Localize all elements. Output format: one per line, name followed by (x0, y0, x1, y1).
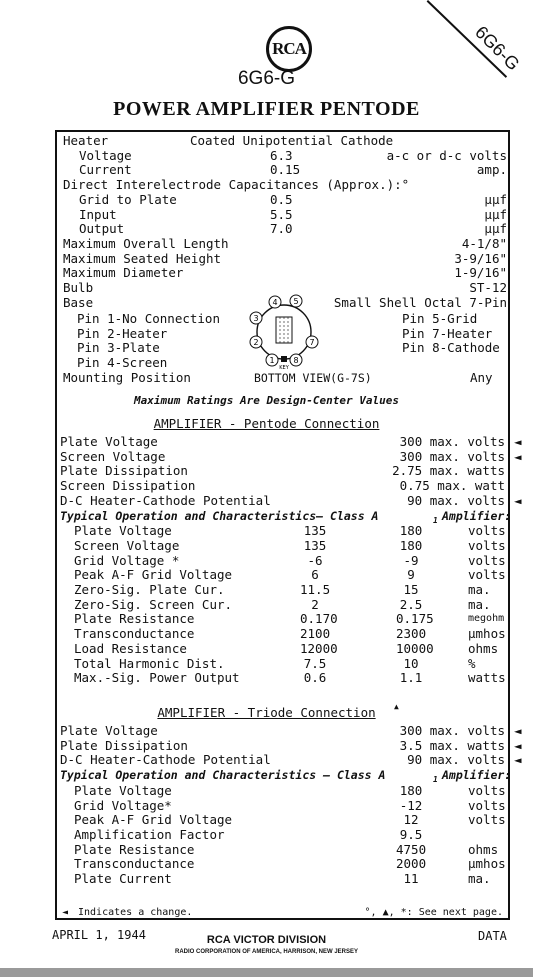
svg-text:2: 2 (253, 338, 259, 347)
typical-col-b: 9.5 (399, 826, 423, 842)
pin-left: Pin 3-Plate (77, 340, 160, 356)
spec-unit: μμf (484, 221, 507, 237)
typical-unit: ma. (468, 871, 491, 886)
spec-label: Base (63, 294, 94, 310)
typical-unit: ohms (468, 841, 499, 857)
change-arrow: ◄ (514, 492, 522, 508)
typical-col-b: 180 (399, 523, 423, 539)
triode-mark: ▲ (394, 702, 399, 711)
typical-unit: ma. (468, 596, 491, 612)
svg-text:1: 1 (269, 356, 275, 365)
typical-col-b: 15 (403, 582, 419, 597)
spec-label: Bulb (63, 280, 94, 295)
rca-logo: RCA (266, 26, 312, 72)
typical-unit: megohm (468, 613, 505, 625)
spec-label: Input (79, 206, 117, 222)
typical-unit: volts (468, 552, 506, 568)
typical-heading: Typical Operation and Characteristics— Class A (60, 508, 379, 523)
typical-unit: volts (468, 537, 506, 553)
typical-col-b: 4750 (396, 841, 427, 857)
typical-col-a: 0.6 (303, 670, 327, 686)
spec-label: Maximum Seated Height (63, 250, 222, 266)
change-arrow: ◄ (514, 434, 522, 449)
data-label: DATA (478, 929, 507, 943)
typical-col-a: 11.5 (300, 582, 331, 597)
max-note: Maximum Ratings Are Design-Center Values (134, 394, 399, 407)
spec-unit: 1-9/16" (454, 265, 507, 281)
corporation: RADIO CORPORATION OF AMERICA, HARRISON, NEW JERSEY (174, 949, 358, 955)
spec-label: Maximum Overall Length (63, 235, 229, 251)
typical-label: Transconductance (74, 626, 195, 642)
spec-value: 6.3 (270, 147, 293, 163)
typical-col-b: 10000 (396, 640, 434, 656)
spec-label: Maximum Diameter (63, 265, 184, 281)
change-arrow: ◄ (514, 723, 522, 738)
typical-col-b: -9 (403, 552, 419, 568)
typical-unit: volts (468, 797, 506, 813)
rating-value: 2.75 max. watts (392, 463, 505, 479)
spec-label: Voltage (79, 147, 132, 163)
rating-label: D-C Heater-Cathode Potential (60, 492, 271, 508)
change-note-arrow: ◄ (62, 907, 69, 918)
spec-unit: ST-12 (469, 280, 507, 295)
typical-unit: volts (468, 812, 506, 828)
spec-value: 5.5 (270, 206, 293, 222)
rating-label: D-C Heater-Cathode Potential (60, 752, 271, 768)
typical-label: Plate Resistance (74, 841, 195, 857)
page-title: POWER AMPLIFIER PENTODE (113, 98, 420, 120)
spec-unit: μμf (484, 191, 507, 207)
rating-label: Plate Dissipation (60, 737, 188, 753)
rating-value: 90 max. volts (407, 492, 505, 508)
change-arrow: ◄ (514, 448, 522, 464)
typical-unit: volts (468, 567, 506, 583)
typical-subscript: 1 (433, 515, 438, 525)
typical-col-a: 6 (311, 567, 319, 583)
typical-unit: % (468, 655, 476, 671)
typical-label: Max.-Sig. Power Output (74, 670, 240, 686)
rating-label: Plate Voltage (60, 434, 158, 449)
typical-label: Plate Resistance (74, 611, 195, 627)
typical-col-a: 2 (311, 596, 319, 612)
change-arrow: ◄ (514, 737, 522, 753)
spec-unit: 4-1/8" (461, 235, 507, 251)
spec-label: Heater (63, 133, 109, 148)
typical-col-a: 12000 (300, 640, 338, 656)
section-heading: AMPLIFIER - Pentode Connection (153, 416, 380, 431)
pin-right: Pin 7-Heater (402, 325, 493, 341)
typical-col-b: 9 (407, 567, 415, 583)
change-note: Indicates a change. (78, 907, 193, 918)
spec-label: Grid to Plate (79, 191, 177, 207)
typical-col-a: 2100 (300, 626, 331, 642)
typical-label: Screen Voltage (74, 537, 180, 553)
corner-model: 6G6-G (471, 21, 524, 75)
typical-col-b: 10 (403, 655, 419, 671)
rating-value: 90 max. volts (407, 752, 505, 768)
typical-label: Peak A-F Grid Voltage (74, 812, 233, 828)
section-heading: AMPLIFIER - Triode Connection (157, 705, 376, 720)
rating-value: 300 max. volts (399, 434, 505, 449)
rating-label: Plate Voltage (60, 723, 158, 738)
typical-tail: Amplifier: (442, 768, 512, 783)
typical-label: Peak A-F Grid Voltage (74, 567, 233, 583)
typical-col-b: 180 (399, 537, 423, 553)
typical-label: Zero-Sig. Screen Cur. (74, 596, 233, 612)
spec-label: Output (79, 221, 125, 237)
rating-label: Plate Dissipation (60, 463, 188, 479)
typical-unit: ohms (468, 640, 499, 656)
mounting-value: Any (470, 370, 493, 385)
typical-label: Total Harmonic Dist. (74, 655, 225, 671)
spec-unit: amp. (476, 162, 507, 178)
key-label: KEY (279, 365, 289, 370)
spec-value: Coated Unipotential Cathode (190, 133, 394, 148)
division: RCA VICTOR DIVISION (206, 934, 327, 946)
rating-value: 0.75 max. watt (399, 478, 505, 494)
typical-tail: Amplifier: (442, 508, 512, 523)
typical-label: Plate Current (74, 871, 172, 886)
rating-value: 3.5 max. watts (399, 737, 505, 753)
typical-col-b: 0.175 (396, 611, 434, 627)
typical-col-b: -12 (399, 797, 423, 813)
typical-unit: volts (468, 782, 506, 798)
pin-right: Pin 8-Cathode (402, 340, 500, 356)
date: APRIL 1, 1944 (52, 928, 146, 942)
typical-col-a: 135 (303, 537, 327, 553)
typical-label: Amplification Factor (74, 826, 225, 842)
spec-label: Current (79, 162, 132, 178)
svg-text:7: 7 (309, 338, 315, 347)
spec-value: 0.15 (270, 162, 301, 178)
typical-unit: ma. (468, 582, 491, 597)
pin-left: Pin 2-Heater (77, 325, 168, 341)
model-number: 6G6-G (237, 68, 296, 89)
mounting-view: BOTTOM VIEW(G-7S) (254, 371, 372, 385)
spec-unit: Small Shell Octal 7-Pin (333, 294, 507, 310)
typical-col-b: 1.1 (399, 670, 423, 686)
bottom-rule (0, 968, 533, 977)
rating-value: 300 max. volts (399, 448, 505, 464)
typical-col-b: 2.5 (399, 596, 423, 612)
typical-unit: μmhos (468, 856, 506, 872)
typical-unit: volts (468, 523, 506, 539)
svg-text:3: 3 (253, 314, 259, 323)
typical-unit: watts (468, 670, 506, 686)
base-pin-diagram (244, 292, 324, 370)
typical-col-b: 2000 (396, 856, 427, 872)
typical-label: Grid Voltage* (74, 797, 172, 813)
typical-heading: Typical Operation and Characteristics — Class A (60, 768, 386, 783)
svg-text:5: 5 (293, 297, 299, 306)
pin-right: Pin 5-Grid (402, 311, 478, 326)
typical-col-b: 11 (403, 871, 419, 886)
rating-value: 300 max. volts (399, 723, 505, 738)
typical-col-b: 180 (399, 782, 423, 798)
typical-col-b: 2300 (396, 626, 427, 642)
typical-subscript: 1 (433, 775, 438, 785)
spec-value: 0.5 (270, 191, 293, 207)
svg-text:4: 4 (272, 298, 278, 307)
change-arrow: ◄ (514, 752, 522, 768)
typical-label: Transconductance (74, 856, 195, 872)
pin-left: Pin 4-Screen (77, 355, 168, 371)
typical-col-a: -6 (307, 552, 323, 568)
typical-col-a: 135 (303, 523, 327, 539)
spec-unit: 3-9/16" (454, 250, 507, 266)
typical-unit: μmhos (468, 626, 506, 642)
pin-left: Pin 1-No Connection (77, 311, 220, 326)
typical-label: Plate Voltage (74, 782, 172, 798)
spec-value: 7.0 (270, 221, 293, 237)
see-next-note: °, ▲, *: See next page. (364, 907, 503, 918)
spec-label: Direct Interelectrode Capacitances (Approx.):° (63, 177, 410, 193)
typical-label: Plate Voltage (74, 523, 172, 539)
typical-col-b: 12 (403, 812, 419, 828)
typical-col-a: 7.5 (303, 655, 327, 671)
svg-text:8: 8 (293, 356, 299, 365)
typical-col-a: 0.170 (300, 611, 338, 627)
mounting-label: Mounting Position (63, 370, 191, 385)
rating-label: Screen Dissipation (60, 478, 196, 494)
spec-unit: a-c or d-c volts (386, 147, 507, 163)
typical-label: Zero-Sig. Plate Cur. (74, 582, 225, 597)
spec-unit: μμf (484, 206, 507, 222)
typical-label: Load Resistance (74, 640, 187, 656)
typical-label: Grid Voltage * (74, 552, 180, 568)
rating-label: Screen Voltage (60, 448, 166, 464)
